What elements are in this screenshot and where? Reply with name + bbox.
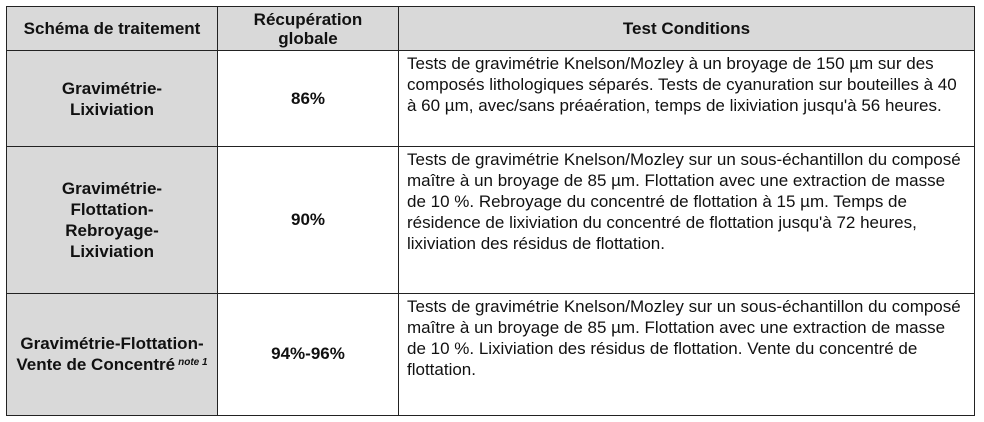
table-row	[7, 51, 975, 147]
scheme-cell	[7, 51, 218, 147]
conditions-cell: Tests de gravimétrie Knelson/Mozley sur un sous-échantillon du composé maître à un broyage de 85 µm. Flottation avec une extraction de masse de 10 %. Lixiviation des résidus de flottation. Vente du concentré de flottation.	[399, 293, 975, 415]
scheme-label: Gravimétrie-Flottation-Rebroyage-Lixiviation	[61, 178, 163, 261]
header-recovery: Récupération globale	[218, 7, 399, 51]
conditions-cell: Tests de gravimétrie Knelson/Mozley à un broyage de 150 µm sur des composés lithologiques séparés. Tests de cyanuration sur bouteilles à 40 à 60 µm, avec/sans préaération, temps de lixiviation jusqu'à 56 heures.	[399, 51, 975, 147]
recovery-cell: 94%-96%	[218, 293, 399, 415]
scheme-cell	[7, 147, 218, 293]
scheme-label: Gravimétrie-Flottation-Vente de Concentré	[16, 334, 204, 375]
header-conditions: Test Conditions	[399, 7, 975, 51]
table-row	[7, 293, 975, 415]
recovery-table	[6, 6, 975, 416]
recovery-cell: 90%	[218, 147, 399, 293]
recovery-cell: 86%	[218, 51, 399, 147]
header-row	[7, 7, 975, 51]
scheme-cell	[7, 293, 218, 415]
header-scheme: Schéma de traitement	[7, 7, 218, 51]
footnote-marker: note 1	[178, 357, 208, 369]
scheme-label: Gravimétrie-Lixiviation	[61, 78, 163, 119]
conditions-cell: Tests de gravimétrie Knelson/Mozley sur un sous-échantillon du composé maître à un broyage de 85 µm. Flottation avec une extraction de masse de 10 %. Rebroyage du concentré de flottation à 15 µm. Temps de résidence de lixiviation du concentré de flottation jusqu'à 72 heures, lixiviation des résidus de flottation.	[399, 147, 975, 293]
table-row	[7, 147, 975, 293]
